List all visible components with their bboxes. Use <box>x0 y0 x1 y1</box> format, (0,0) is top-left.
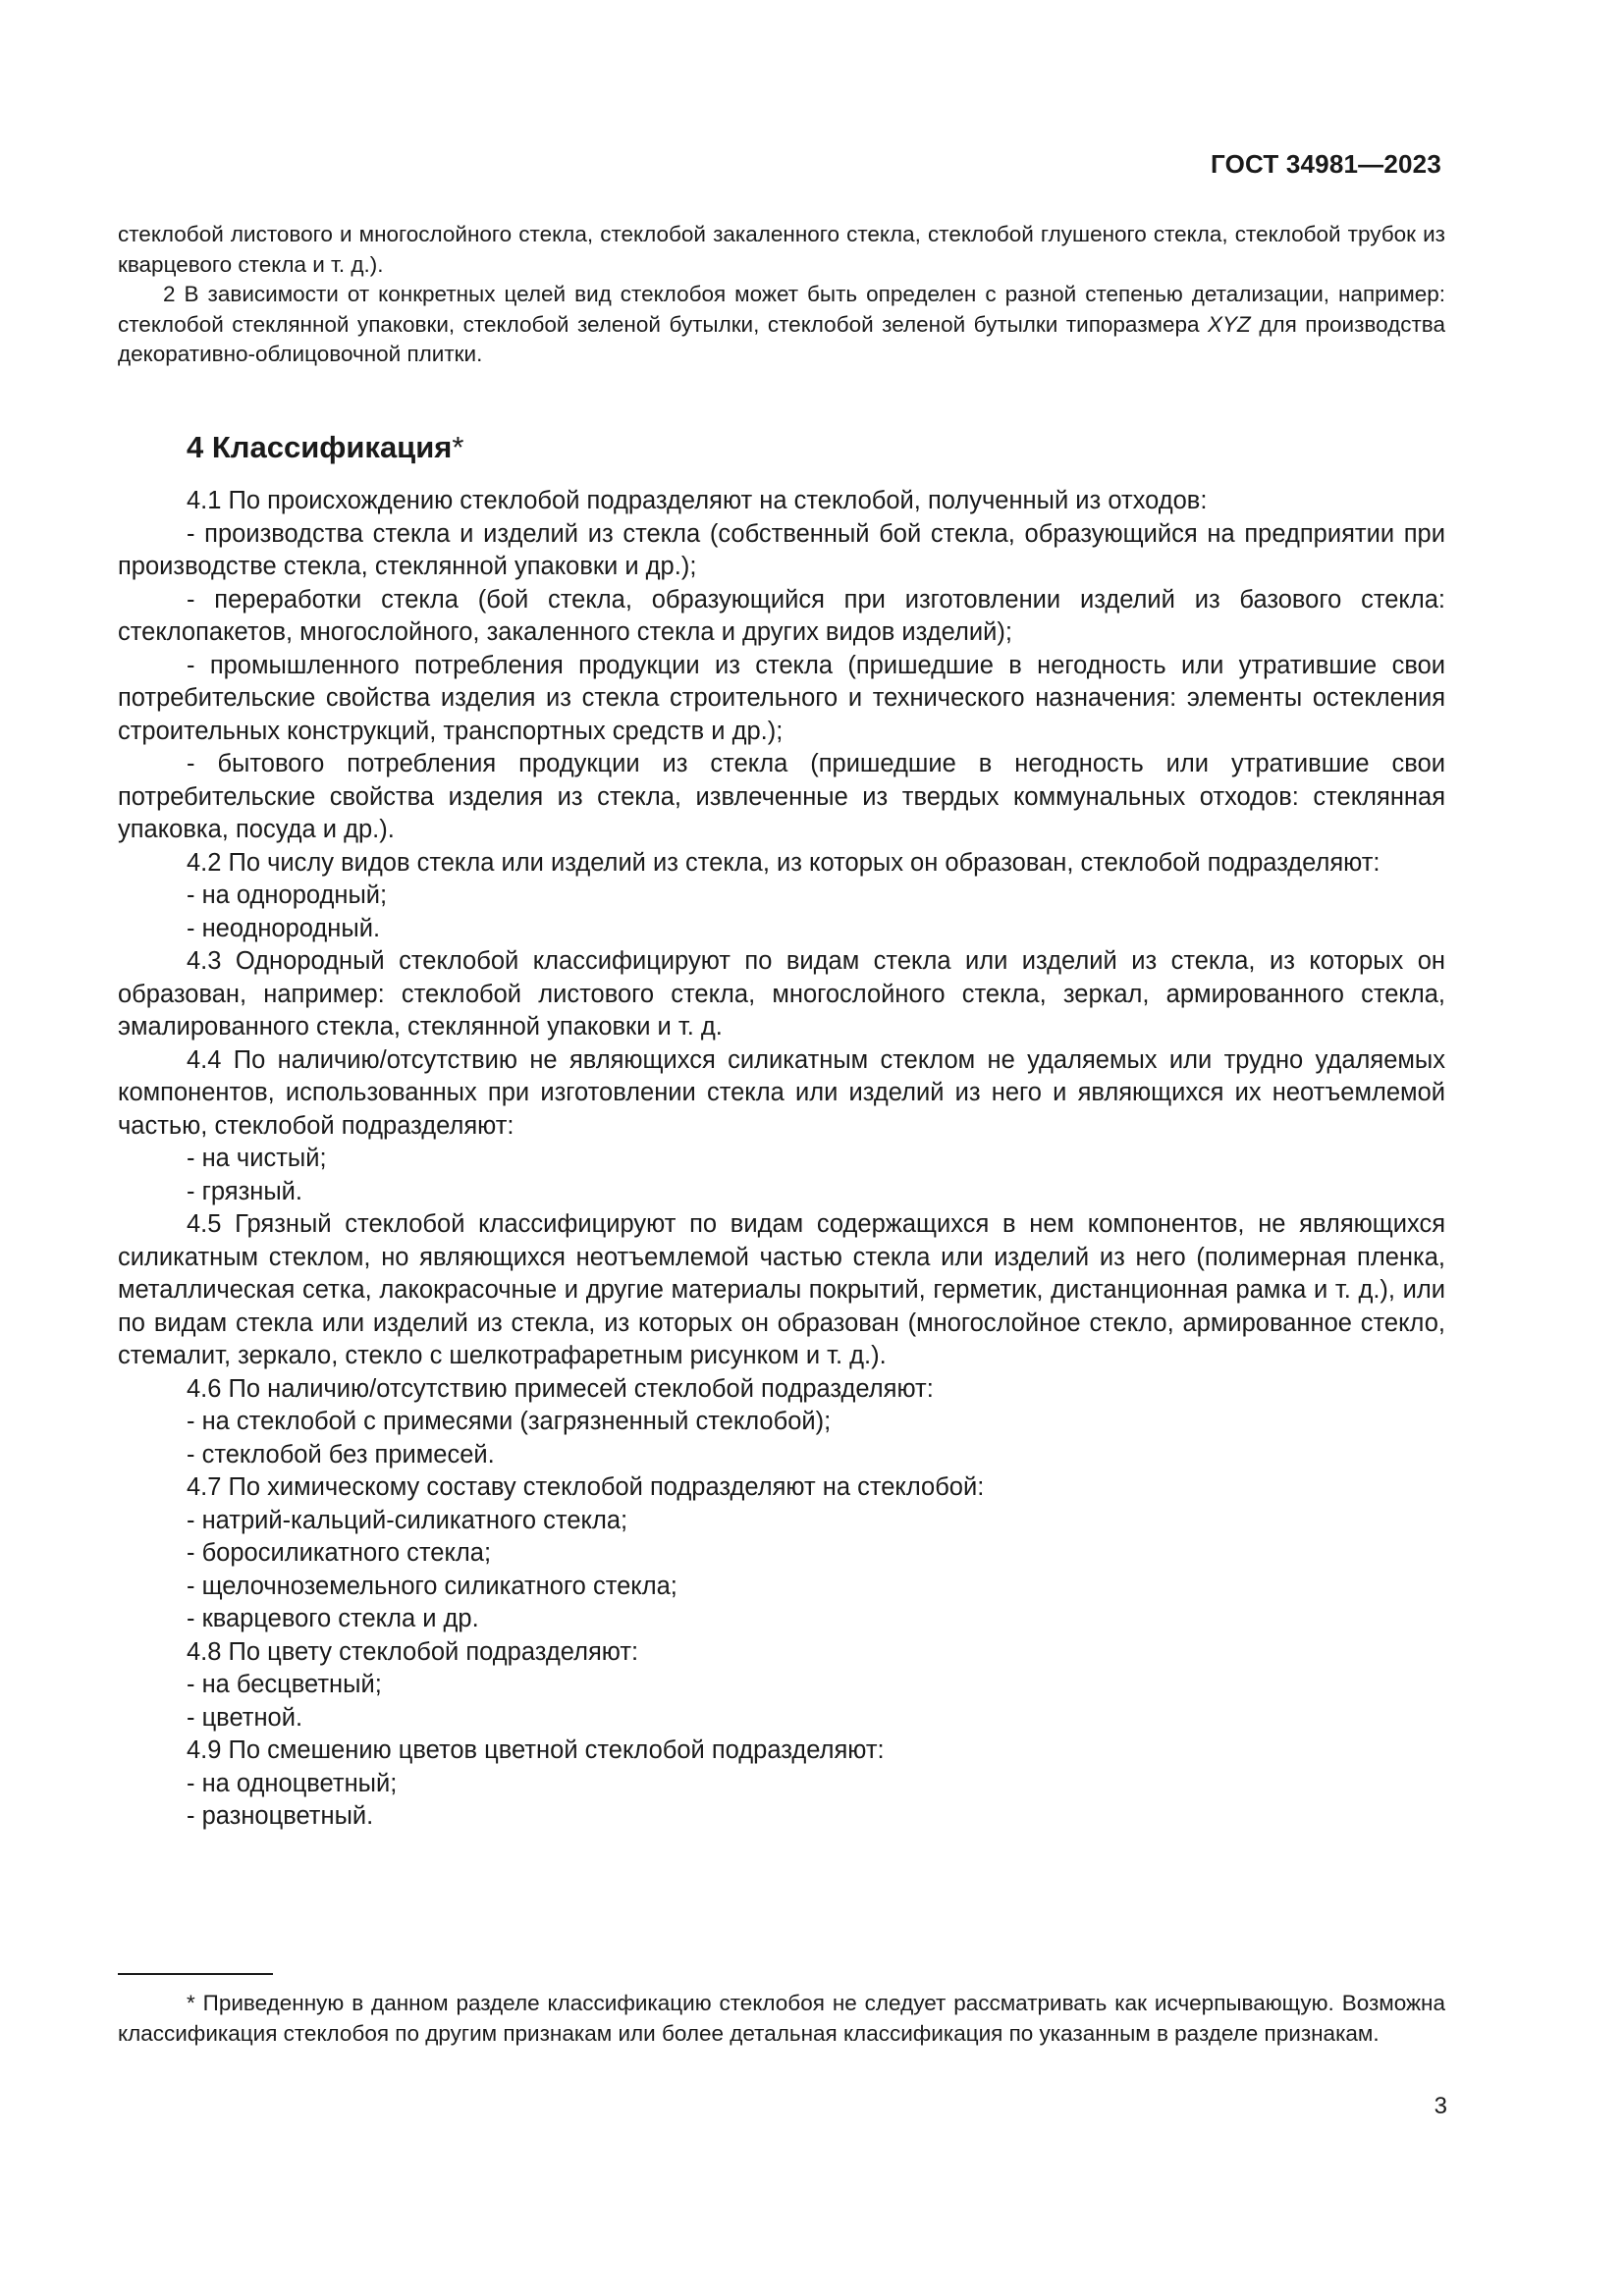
list-item: - на однородный; <box>187 881 388 909</box>
list-item: - на бесцветный; <box>187 1671 382 1698</box>
page-number: 3 <box>1434 2093 1447 2119</box>
paragraph: 4.6 По наличию/отсутствию примесей стеклобой подразделяют: <box>187 1374 934 1403</box>
footnote: * Приведенную в данном разделе классификацию стеклобоя не следует рассматривать как исчерпывающую. Возможна классификация стеклобоя по другим признакам или более детальная классификация по указанным в разделе признакам. <box>118 1991 1445 2046</box>
list-item: - кварцевого стекла и др. <box>187 1605 479 1632</box>
list-item: - переработки стекла (бой стекла, образующийся при изготовлении изделий из базового стекла: стеклопакетов, многослойного, закаленного стекла и других видов изделий); <box>118 585 1445 646</box>
list-item: - разноцветный. <box>187 1802 374 1830</box>
note-2-size-code: XYZ <box>1208 311 1251 337</box>
notes-block <box>118 220 1445 370</box>
paragraph: 4.4 По наличию/отсутствию не являющихся силикатным стеклом не удаляемых или трудно удаляемых компонентов, использованных при изготовлении стекла или изделий из него и являющихся их неотъемлемой частью, стеклобой подразделяют: <box>118 1045 1445 1140</box>
paragraph: 4.2 По числу видов стекла или изделий из стекла, из которых он образован, стеклобой подразделяют: <box>187 848 1380 877</box>
list-item: - боросиликатного стекла; <box>187 1539 492 1567</box>
paragraph: 4.5 Грязный стеклобой классифицируют по видам содержащихся в нем компонентов, не являющихся силикатным стеклом, но являющихся неотъемлемой частью стекла или изделий из него (полимерная пленка, металлическая сетка, лакокрасочные и другие материалы покрытий, герметик, дистанционная рамка и т. д.), или по видам стекла или изделий из стекла, из которых он образован (многослойное стекло, армированное стекло, стемалит, зеркало, стекло с шелкотрафаретным рисунком и т. д.). <box>118 1210 1445 1369</box>
list-item: - на чистый; <box>187 1145 327 1172</box>
footnote-divider <box>118 1973 273 1975</box>
section-classification <box>118 428 1445 1834</box>
document-code: ГОСТ 34981—2023 <box>1211 149 1441 179</box>
note-2-text-start: 2 В зависимости от конкретных целей вид стеклобоя может быть определен с разной степенью детализации, например: стеклобой стеклянной упаковки, стеклобой зеленой бутылки, стеклобой зеленой бутылки типоразмера <box>118 282 1445 337</box>
list-item: - бытового потребления продукции из стекла (пришедшие в негодность или утратившие свои потребительские свойства изделия из стекла, извлеченные из твердых коммунальных отходов: стеклянная упаковка, посуда и др.). <box>118 750 1445 843</box>
paragraph: 4.8 По цвету стеклобой подразделяют: <box>187 1637 639 1666</box>
paragraph: 4.9 По смешению цветов цветной стеклобой подразделяют: <box>187 1736 885 1764</box>
note-2 <box>118 280 1445 370</box>
list-item: - на одноцветный; <box>187 1769 398 1797</box>
list-item: - грязный. <box>187 1177 303 1205</box>
footnote-marker: * <box>452 430 464 464</box>
list-item: - производства стекла и изделий из стекла (собственный бой стекла, образующийся на предприятии при производстве стекла, стеклянной упаковки и др.); <box>118 519 1445 580</box>
list-item: - стеклобой без примесей. <box>187 1440 495 1468</box>
paragraph: 4.1 По происхождению стеклобой подразделяют на стеклобой, полученный из отходов: <box>187 487 1208 514</box>
list-item: - натрий-кальций-силикатного стекла; <box>187 1506 628 1534</box>
section-title-text: 4 Классификация <box>187 430 453 464</box>
list-item: - на стеклобой с примесями (загрязненный стеклобой); <box>187 1408 832 1435</box>
list-item: - щелочноземельного силикатного стекла; <box>187 1572 677 1600</box>
note-continuation: стеклобой листового и многослойного стекла, стеклобой закаленного стекла, стеклобой глушеного стекла, стеклобой трубок из кварцевого стекла и т. д.). <box>118 222 1445 277</box>
section-title <box>187 428 1445 467</box>
note-2-text-end: для производства декоративно-облицовочной плитки. <box>118 311 1446 366</box>
paragraph: 4.3 Однородный стеклобой классифицируют по видам стекла или изделий из стекла, из которых он образован, например: стеклобой листового стекла, многослойного стекла, зеркал, армированного стекла, эмалированного стекла, стеклянной упаковки и т. д. <box>118 947 1445 1041</box>
paragraph: 4.7 По химическому составу стеклобой подразделяют на стеклобой: <box>187 1473 985 1501</box>
list-item: - неоднородный. <box>187 914 381 942</box>
list-item: - промышленного потребления продукции из стекла (пришедшие в негодность или утратившие свои потребительские свойства изделия из стекла строительного и технического назначения: элементы остекления строительных конструкций, транспортных средств и др.); <box>118 651 1445 745</box>
section-body <box>118 485 1445 1834</box>
list-item: - цветной. <box>187 1703 303 1732</box>
